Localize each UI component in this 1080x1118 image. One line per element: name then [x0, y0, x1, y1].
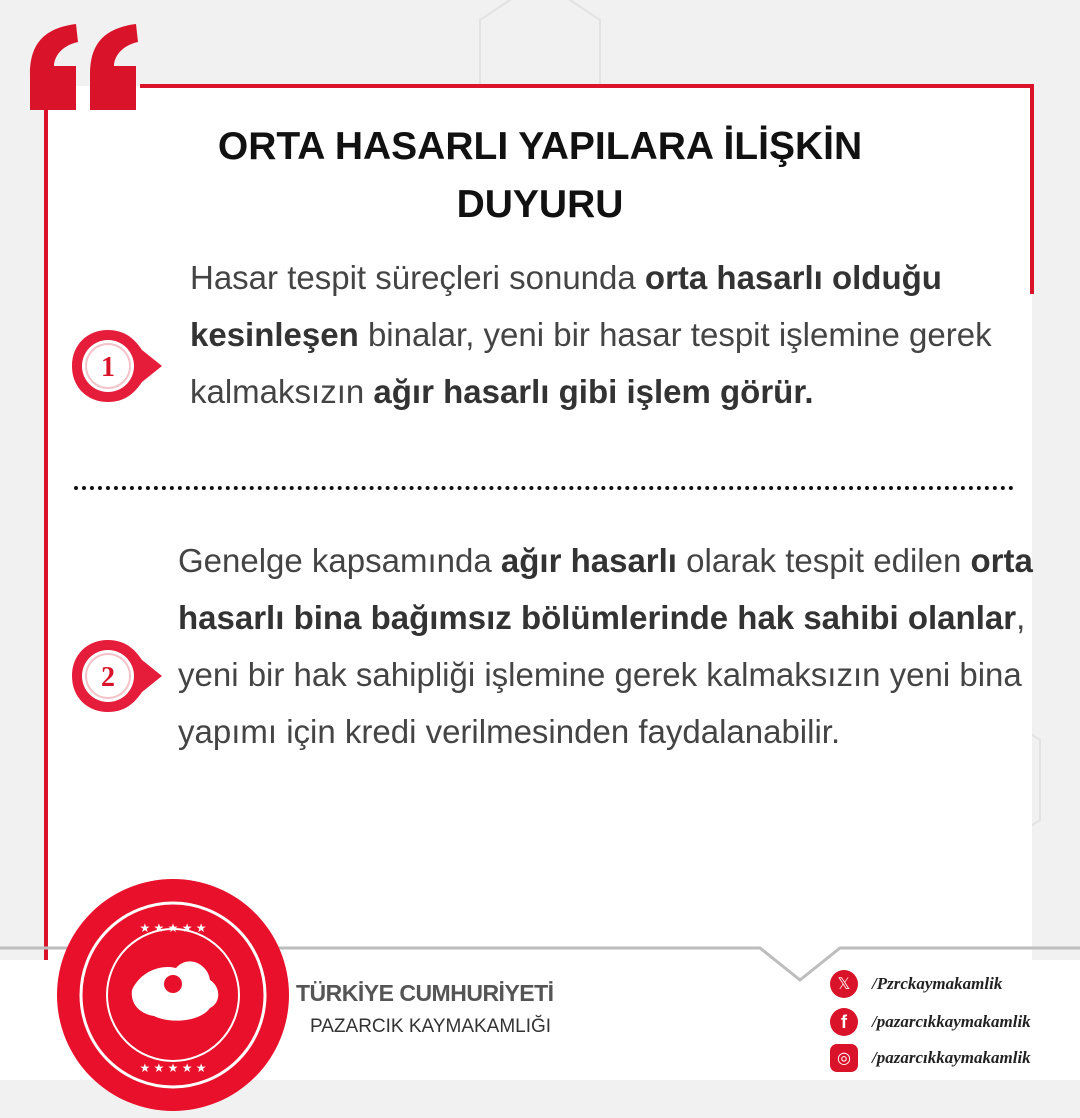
svg-text:★ ★ ★ ★ ★: ★ ★ ★ ★ ★ — [139, 1061, 207, 1075]
x-icon: 𝕏 — [830, 970, 858, 998]
item2-seg-3: olarak tespit edilen — [676, 542, 971, 579]
item1-seg-4: ağır hasarlı gibi işlem görür. — [373, 373, 814, 410]
svg-text:★ ★ ★ ★ ★: ★ ★ ★ ★ ★ — [139, 921, 207, 935]
frame-top-border — [140, 84, 1034, 88]
item1-seg-2: orta hasarlı olduğu kesinleşen — [190, 259, 942, 353]
frame-left-border — [44, 110, 48, 970]
org-subtitle: PAZARCIK KAYMAKAMLIĞI — [310, 1016, 552, 1037]
social-link-facebook[interactable] — [830, 1008, 1031, 1036]
item1-seg-1: Hasar tespit süreçleri sonunda — [190, 259, 645, 296]
social-handle-instagram: /pazarcıkkaymakamlik — [872, 1048, 1031, 1067]
social-handle-x: /Pzrckaymakamlik — [872, 974, 1003, 993]
page-title — [80, 118, 1000, 234]
instagram-icon: ◎ — [830, 1044, 858, 1072]
ministry-seal-logo — [50, 872, 296, 1118]
item2-seg-1: Genelge kapsamında — [178, 542, 501, 579]
org-name: TÜRKİYE CUMHURİYETİ — [296, 980, 554, 1006]
quote-icon — [24, 22, 144, 112]
social-link-x[interactable] — [830, 970, 1002, 998]
item2-seg-2: ağır hasarlı — [500, 542, 677, 579]
announcement-item-1 — [190, 249, 1020, 420]
title-line-2: DUYURU — [456, 183, 624, 226]
announcement-item-2 — [178, 532, 1038, 760]
title-line-1: ORTA HASARLI YAPILARA İLİŞKİN — [217, 125, 863, 168]
frame-right-border — [1030, 84, 1034, 294]
dotted-divider — [74, 486, 1014, 490]
item2-seg-4: orta hasarlı bina bağımsız bölümlerinde hak sahibi olanlar — [178, 542, 1033, 636]
number-badge-2 — [68, 636, 164, 716]
item1-seg-3: binalar, yeni bir hasar tespit işlemine gerek kalmaksızın — [190, 316, 992, 410]
badge-2-number: 2 — [101, 662, 115, 693]
social-link-instagram[interactable] — [830, 1044, 1031, 1072]
item2-seg-5: , yeni bir hak sahipliği işlemine gerek kalmaksızın yeni bina yapımı için kredi verilmesinden faydalanabilir. — [178, 599, 1026, 750]
social-handle-facebook: /pazarcıkkaymakamlik — [872, 1012, 1031, 1031]
number-badge-1 — [68, 326, 164, 406]
badge-1-number: 1 — [101, 352, 115, 383]
facebook-icon: f — [830, 1008, 858, 1036]
